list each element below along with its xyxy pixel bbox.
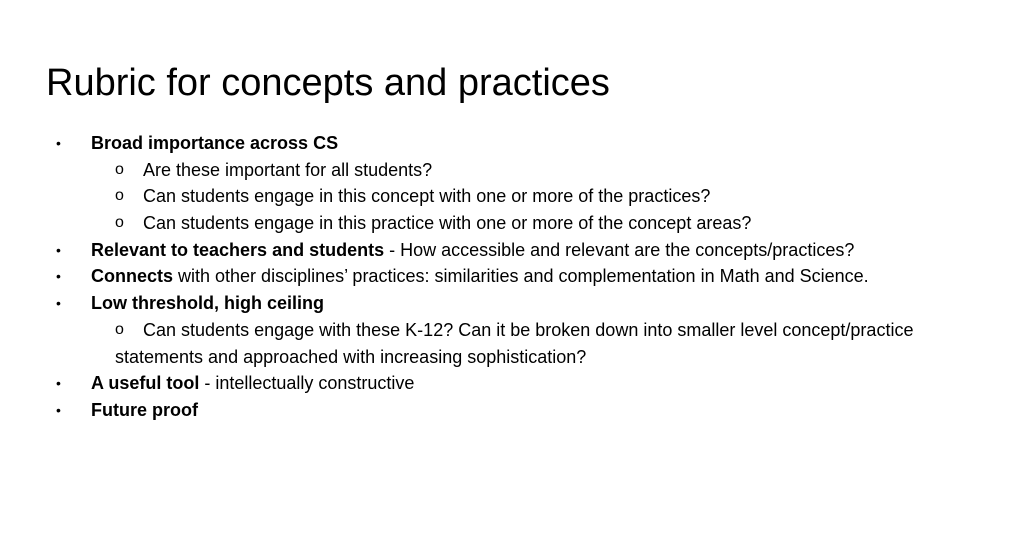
list-item-relevant xyxy=(0,237,1024,264)
bullet-icon: • xyxy=(56,268,61,285)
bullet-icon: • xyxy=(56,295,61,312)
list-item-future-proof xyxy=(0,397,1024,424)
item-text xyxy=(91,130,338,157)
item-heading: Broad importance across CS xyxy=(91,133,339,153)
list-item-low-threshold xyxy=(0,290,1024,317)
sub-item-concept-practices xyxy=(0,183,1024,210)
sub-item-text: Are these important for all students? xyxy=(143,159,433,180)
item-heading: Connects xyxy=(91,266,174,287)
circle-bullet-icon: o xyxy=(115,160,124,178)
bullet-icon: • xyxy=(56,401,61,418)
item-heading: Relevant to teachers and students xyxy=(91,239,385,260)
circle-bullet-icon: o xyxy=(115,214,124,232)
sub-item-k12 xyxy=(0,317,1024,344)
sub-item-text: Can students engage in this practice with one or more of the concept areas? xyxy=(143,213,752,234)
sub-item-k12-continued xyxy=(0,344,1024,371)
item-text xyxy=(91,370,414,397)
item-text xyxy=(91,263,869,290)
list-item-broad-importance xyxy=(0,130,1024,157)
list-item-useful-tool xyxy=(0,370,1024,397)
item-description: - How accessible and relevant are the concepts/practices? xyxy=(384,239,855,260)
sub-item-text: Can students engage in this concept with one or more of the practices? xyxy=(143,186,711,207)
item-heading: Future proof xyxy=(91,399,198,420)
item-description: - intellectually constructive xyxy=(199,373,415,394)
item-heading: A useful tool xyxy=(91,373,200,394)
item-text xyxy=(91,237,854,264)
slide-title: Rubric for concepts and practices xyxy=(46,62,610,104)
item-text xyxy=(91,290,324,317)
bullet-icon: • xyxy=(56,135,61,151)
circle-bullet-icon: o xyxy=(115,187,124,205)
item-text xyxy=(91,397,198,424)
item-heading: Low threshold, high ceiling xyxy=(91,293,324,314)
sub-item-practice-concepts xyxy=(0,210,1024,237)
item-description: with other disciplines’ practices: similarities and complementation in Math and Science. xyxy=(173,266,869,287)
circle-bullet-icon: o xyxy=(115,320,124,338)
sub-item-text: statements and approached with increasing sophistication? xyxy=(115,346,587,367)
sub-item-all-students xyxy=(0,157,1024,184)
sub-item-text: Can students engage with these K-12? Can it be broken down into smaller level concept/practice xyxy=(143,319,914,340)
bullet-icon: • xyxy=(56,375,61,392)
rubric-list xyxy=(0,130,1024,424)
list-item-connects xyxy=(0,263,1024,290)
bullet-icon: • xyxy=(56,241,61,258)
